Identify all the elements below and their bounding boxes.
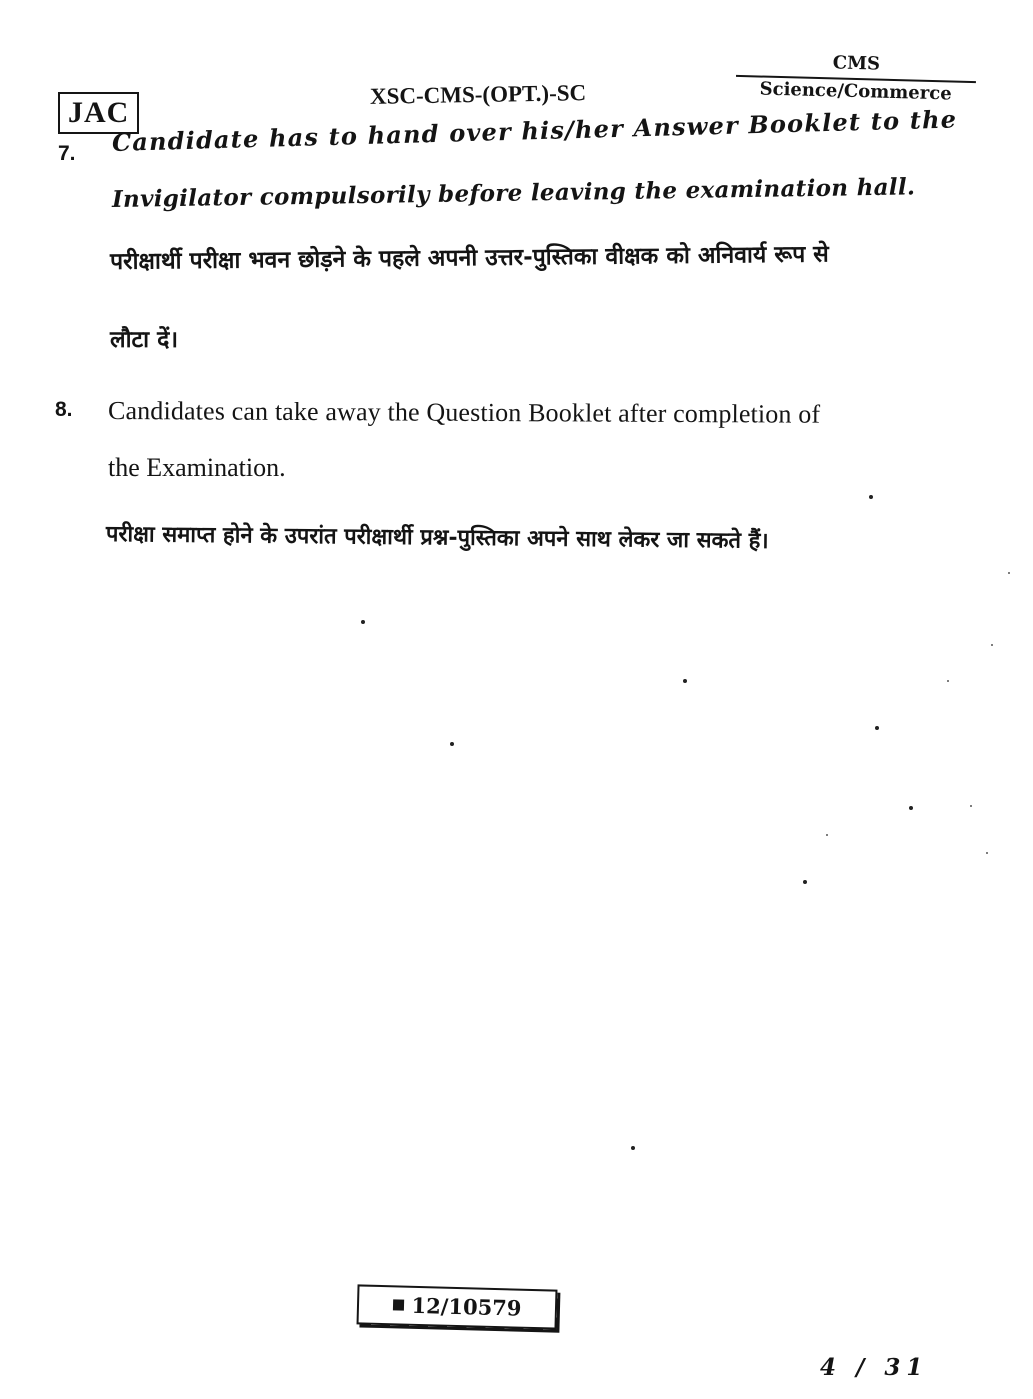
scan-speck — [1008, 572, 1010, 574]
scan-speck — [826, 834, 828, 836]
booklet-code: 12/10579 — [411, 1292, 522, 1321]
scan-speck — [875, 726, 879, 730]
scan-speck — [947, 680, 949, 682]
instruction-number: 7. — [58, 142, 76, 165]
stream-label: Science/Commerce — [759, 78, 952, 105]
square-bullet-icon — [392, 1299, 403, 1310]
scan-speck — [986, 852, 988, 854]
instruction-hindi-line: परीक्षा समाप्त होने के उपरांत परीक्षार्थी प्रश्न-पुस्तिका अपने साथ लेकर जा सकते हैं। — [105, 522, 769, 554]
subject-stream-block — [735, 49, 976, 107]
paper-code: XSC-CMS-(OPT.)-SC — [369, 80, 587, 109]
instruction-english-line: Invigilator compulsorily before leaving the examination hall. — [111, 173, 916, 213]
instruction-english-line: Candidates can take away the Question Booklet after completion of — [107, 396, 821, 429]
instruction-english-line: Candidate has to hand over his/her Answer Booklet to the — [111, 104, 958, 157]
scan-speck — [869, 495, 873, 499]
scan-speck — [991, 644, 993, 646]
page-indicator: 4 / 31 — [820, 1354, 929, 1381]
scan-speck — [361, 620, 365, 624]
board-badge: JAC — [58, 92, 139, 134]
instruction-hindi-line: परीक्षार्थी परीक्षा भवन छोड़ने के पहले अपनी उत्तर-पुस्तिका वीक्षक को अनिवार्य रूप से — [109, 241, 829, 275]
instruction-english-line: the Examination. — [108, 453, 286, 482]
scan-speck — [450, 742, 454, 746]
instruction-hindi-line: लौटा दें। — [110, 327, 179, 353]
booklet-code-box — [357, 1284, 558, 1329]
subject-code: CMS — [736, 49, 977, 83]
scan-speck — [631, 1146, 635, 1150]
scan-speck — [803, 880, 807, 884]
scan-speck — [683, 679, 687, 683]
instruction-number: 8. — [55, 398, 73, 421]
scan-speck — [970, 805, 972, 807]
scan-speck — [909, 806, 913, 810]
